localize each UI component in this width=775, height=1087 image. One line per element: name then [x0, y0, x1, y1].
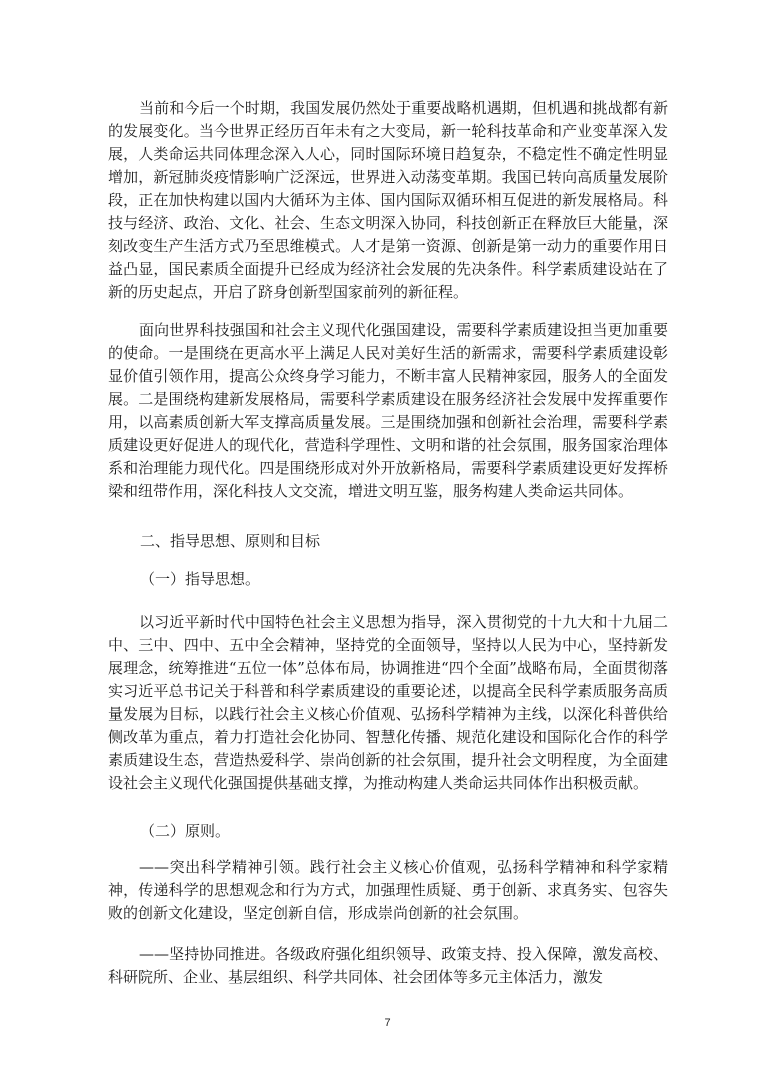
paragraph-development-situation: 当前和今后一个时期，我国发展仍然处于重要战略机遇期，但机遇和挑战都有新的发展变化。当今世界正经历百年未有之大变局，新一轮科技革命和产业变革深入发展，人类命运共同体理念深入人心，同时国际环境日趋复杂，不稳定性不确定性明显增加，新冠肺炎疫情影响广泛深远，世界进入动荡变革期。我国已转向高质量发展阶段，正在加快构建以国内大循环为主体、国内国际双循环相互促进的新发展格局。科技与经济、政治、文化、社会、生态文明深入协同，科技创新正在释放巨大能量，深刻改变生产生活方式乃至思维模式。人才是第一资源、创新是第一动力的重要作用日益凸显，国民素质全面提升已经成为经济社会发展的先决条件。科学素质建设站在了新的历史起点，开启了跻身创新型国家前列的新征程。 — [108, 99, 668, 301]
paragraph-mission: 面向世界科技强国和社会主义现代化强国建设，需要科学素质建设担当更加重要的使命。一是围绕在更高水平上满足人民对美好生活的新需求，需要科学素质建设彰显价值引领作用，提高公众终身学习能力，不断丰富人民精神家园，服务人的全面发展。二是围绕构建新发展格局，需要科学素质建设在服务经济社会发展中发挥重要作用，以高素质创新大军支撑高质量发展。三是围绕加强和创新社会治理，需要科学素质建设更好促进人的现代化，营造科学理性、文明和谐的社会氛围，服务国家治理体系和治理能力现代化。四是围绕形成对外开放新格局，需要科学素质建设更好发挥桥梁和纽带作用，深化科技人文交流，增进文明互鉴，服务构建人类命运共同体。 — [108, 321, 668, 500]
paragraph-principle-coordination: ——坚持协同推进。各级政府强化组织领导、政策支持、投入保障，激发高校、科研院所、企业、基层组织、科学共同体、社会团体等多元主体活力，激发 — [108, 945, 668, 986]
subsection-heading-principles: （二）原则。 — [140, 822, 231, 840]
subsection-heading-guiding-thought: （一）指导思想。 — [140, 570, 261, 588]
page-number: 7 — [384, 1017, 391, 1029]
section-heading: 二、指导思想、原则和目标 — [140, 532, 321, 550]
paragraph-principle-science-spirit: ——突出科学精神引领。践行社会主义核心价值观，弘扬科学精神和科学家精神，传递科学的思想观念和行为方式，加强理性质疑、勇于创新、求真务实、包容失败的创新文化建设，坚定创新自信，形成崇尚创新的社会氛围。 — [108, 858, 668, 922]
paragraph-guiding-thought: 以习近平新时代中国特色社会主义思想为指导，深入贯彻党的十九大和十九届二中、三中、四中、五中全会精神，坚持党的全面领导，坚持以人民为中心，坚持新发展理念，统筹推进“五位一体”总体布局，协调推进“四个全面”战略布局，全面贯彻落实习近平总书记关于科普和科学素质建设的重要论述，以提高全民科学素质服务高质量发展为目标，以践行社会主义核心价值观、弘扬科学精神为主线，以深化科普供给侧改革为重点，着力打造社会化协同、智慧化传播、规范化建设和国际化合作的科学素质建设生态，营造热爱科学、崇尚创新的社会氛围，提升社会文明程度，为全面建设社会主义现代化强国提供基础支撑，为推动构建人类命运共同体作出积极贡献。 — [108, 613, 668, 792]
